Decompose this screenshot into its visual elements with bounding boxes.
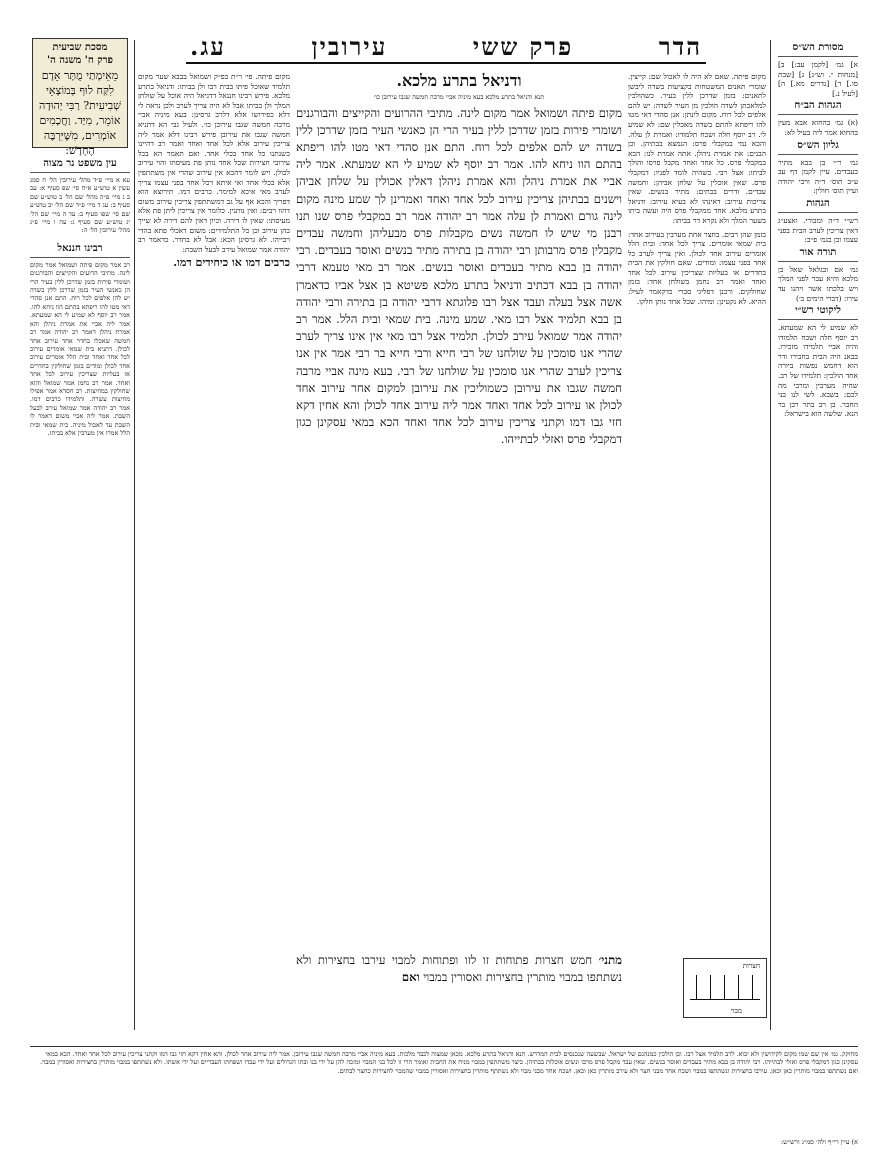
mesechet-ref: פרק ח' משנה ה' (47, 55, 113, 66)
hagahot-text: (א) גמ׳ בהחוא אבא מעין בהחוא אמר ליה בעיל לא: (778, 118, 858, 137)
footer-text: מחוקק. גמ׳ אין שם שמו מקום לקידושין ולא יבוא. לרב תלמיד אצל רבו. וכן הולכין כמנהגם של ישראל. שבשעה שנכנסים לבית המדרש. תנא ודניאל בתרע מלכא. מכאן שמצוה לכבד מלכות. בעא מיניה אביי מרבה חמשה שגבו עירובן. אמר ליה עירוב אחד לכולן. והא אחין דקא חזי גבו דמו וקתני צריכין עירוב לכל אחד ואחד. הכא במאי עסקינן כגון דמקבלי פרס ואזלי לבתייהו. רבי יהודה בן בבא מתיר בעבדים ואוסר בנשים. שאין עבד מקבל פרס מרבו ונשים אוכלות בבתיהן. כיצד משתתפין במבוי מניח את החבית ואומר הרי זו לכל בני המבוי ומזכה להן על ידי בנו ובתו הגדולים ועל ידי עבדו ושפחתו העבריים ועל ידי אשתו. ולא נשתתפו במבוי מותרין בחצירות ואסורין במבוי. ואם נשתתפו במבוי מותרין כאן וכאן. עירבו בחצירות ונשתתפו במבוי ושכח אחד מבני חצר ולא עירב מותרין כאן וכאן. ושכח אחד מבני מבוי ולא נשתתף מותרין בחצירות ואסורין במבוי שהמבוי לחצירות כחצר לבתים. (39, 1050, 858, 1075)
ein-mishpat-text: עא א מיי׳ פ״ד מהל׳ עירובין הל׳ ח סמג עשין א טוש״ע א״ח סי׳ שפ סעיף א: עב ב ג מיי׳ פ״ה מהל׳ שם הל׳ ב טוש״ע שם סעיף ב: עג ד מיי׳ פ״ד שם הל׳ יב טוש״ע שם סי׳ שפו סעיף ב: עד ה מיי׳ שם הל׳ יג טוש״ע שם סעיף ג: עה ו מיי׳ פ״ג מהל׳ עירובין הל׳ ה: (30, 176, 130, 235)
rashi-column (628, 72, 766, 1032)
rashi-continuation: בזמן שהן רבים. בחצר אחת מערבין בעירוב אחד: בית שמאי אומרים. צריך לכל אחד: ובית הלל אומרים עירוב אחד לכולן. ואין צריך לערב כל אחד בפני עצמו: ומודים. שאם חולקין את הבית בחדרים או בעליות שצריכין עירוב לכל אחד ואחד ואמר רב נחמן בשולחן אחד: בזמן שחולקים. ורבנן דפליגי סברי כדקאמר לעיל: ההיא. לא נקטינן: ומיהו. שכל אחד נותן חלקו. (628, 229, 766, 306)
likutei-rashi-text: לא שמיע לי הא שמעתא. רב יוסף חלה ושכח תלמודו והיה אביי תלמידו מזכירו. בבאנ היה הבית בחבירו ודר הוא דחמש נפשות ביורה אחד הולכין: תלמידו של רב. שהיה מערבין ומרבי מה לכם: בשבא. לשי לנו בני החבר. בן רב בתר רבן בר הנא. שלשה הוא בישראל: (778, 323, 858, 419)
torah-or-text: גמ׳ אם ובגלאל שאל בן מלכא והיא עבר לפני המלך ויש בלכתו אשר ויהנו עד עירו: (דברי הימים ב׳) (778, 264, 858, 303)
hagahot2-text: רש״י ד״ה ומבורי. ואצע״ג דאין צריכין לערב הבית בפני עצמו וכן בגמ׳ פ״ב: (778, 215, 858, 245)
diagram-alley-line (690, 999, 760, 1000)
tosafot-column (138, 72, 290, 1032)
mesechet-text: מֵאֵימָתַי מֻתָּר אָדָם לִקַּח לוּף בְּמוֹצָאֵי שְׁבִיעִית? רַבִּי יְהוּדָה אוֹמֵר, מִיַּד. וַחֲכָמִים אוֹמְרִים, מִשֶּׁיִּרְבֶּה הֶחָדָשׁ: (39, 69, 121, 157)
ein-mishpat-title: עין משפט נר מצוה (30, 158, 130, 173)
hagahot-title: הגהות הב״ח (778, 100, 858, 115)
rashi-text: מקום פיתה. שאם לא היה לו לאכול שם: קייצין. שומרי תאנים המשטחות בקציעות בשדה ליבשן לתאנים: בזמן שדרכן ללין בעיר. כשהולכין למלאכתן לשדה הולכין מן העיר לשדה: יש להם אלפים לכל רוח. מקום לינתן: אנן סהדי דאי מטו להו ריפתא להתם בשדה מאכלין שם: לא שמיע לי. רב יוסף חלה ושכח תלמודו: ואמרת לן עלה. והכא נמי במקבלי פרס: הנמצא בבתיהן. וכן הבנים: את אמרת ניהלן. אתה אמרת לנו: הכא במקבלי פרס. כל אחד ואחד מקבל פרסו והולך לביתו: אצל רבי. כשהיה לומד לפניו: דמקבלי פרס. שאין אוכלין על שלחן אביהן: וחמשה עבדים. ודרים בבתים: מתיר בנשים. שאין צריכות עירוב: דאינהו לא בעיא עירוב: ודניאל בתרע מלכא. אחד ממקבלי פרס היה ועשה ביתו בשער המלך ולא נקרא דר בביתו: (628, 72, 766, 225)
diagram-label-courtyards: חצרות (742, 962, 760, 970)
header-tractate: עירובין (311, 32, 388, 61)
mishnah-tail: ואם (401, 970, 420, 985)
mesoret-text: א] גמ׳ [לקמן עב:] ב] [מנחות י. וש״נ] ג] [שבת סו.] ד] [נדרים מא.] ה] [לעיל נ.] (778, 60, 858, 98)
footer-commentary (30, 1046, 858, 1136)
gemara-opening-note: תנא ודניאל בתרע מלכא בעא מיניה אביי מרבה חמשה שגבו עירובן כו׳ (373, 93, 545, 102)
running-header (186, 34, 706, 64)
right-margin (778, 40, 858, 1040)
tosafot-dh: כרבים דמו או כיחידים דמו. (173, 256, 290, 270)
courtyards-diagram (683, 958, 767, 1018)
left-margin (30, 156, 130, 1036)
rabbeinu-chananel-title: רבינו חננאל (30, 243, 130, 258)
mishnah-text: חמש חצרות פתוחות זו לזו ופתוחות למבוי עירבו בחצירות ולא נשתתפו במבוי מותרין בחצירות ואסורין במבוי (296, 953, 622, 985)
mishnah-label: מתני׳ (598, 953, 622, 967)
right-margin-divider (770, 40, 771, 1030)
mishnah-block (296, 952, 622, 1022)
footnote: א) עיין רי״ף ולה׳ סמ״ג ורש״ש: (780, 1138, 858, 1146)
gilyon-text: גמ׳ ר״י בן בבא מתיר בעבדים. עיין לקמן דף עב ע״ב תוס׳ ד״ה ורבי יהודה ועיין תוס׳ חולין: (778, 157, 858, 196)
header-folio: עג. (190, 32, 226, 61)
mesechet-box (32, 38, 128, 157)
left-margin-divider (134, 40, 135, 1030)
torah-or-title: תורה אור (778, 247, 858, 262)
header-hadar: הדר (658, 32, 702, 61)
rabbeinu-chananel-text: רב אמר מקום פיתה ושמואל אמר מקום לינה. מתיבי הרועים והקייצים והבורגנים ושומרי פירות בזמן שדרכן ללין בעיר הרי הן כאנשי העיר בזמן שדרכן ללין בשדה יש להן אלפים לכל רוח. התם אנן סהדי דאי מטו להו ריפתא בהתם הוו ניחא להו. אמר רב יוסף לא שמיע לי הא שמעתא. אמר ליה אביי את אמרת ניהלן והא אמרת ניהלן דאמר רב יהודה אמר רב חמשה שאכלו בחדר אחד עירוב אחד לכולן. דתניא בית שמאי אומרים עירוב לכל אחד ואחד ובית הלל אומרים עירוב אחד לכולן ומודים בזמן שחולקין בחדרים או בעליות שצריכין עירוב לכל אחד ואחד. אמר רב נחמן אמר שמואל והוא שחולקין במחיצות. רב חסדא אמר אפילו מחיצות עשרה. ותלמידו כרבים דמו. אמר רב יהודה אמר שמואל עירב לבעל השבת. אמר ליה אביי משום דאמר לו השבת עד לאכול מיניה. בית שמאי ובית הלל אמרו אין מערבין אלא בביתו. (30, 260, 130, 437)
hagahot2-title: הגהות (778, 198, 858, 213)
likutei-rashi-title: ליקוטי רש״י (778, 305, 858, 320)
gilyon-title: גליון הש״ס (778, 140, 858, 155)
tosafot-text: מקום פיתה. פי׳ ר״ת בפ״ק ושמואל בבבא שער מקום תלמיד שאוכל פיתו בבית רבו ולן בביתו: ודניאל בתרע מלכא. פירש רבינו חננאל דדניאל היה אוכל על שולחן המלך ולן בביתו אבל לא היה צריך לערב ולכן נראה לי דלא כפירושו אלא דלרב גרסינן: בעא מיניה אביי מרבה חמשה שגבו עירובן כו׳. ולעיל גבי הא דתניא חמשה שגבו את עירובן פירש רבינו דלא אמר ליה צריכין עירוב אלא לכל אחד ואחד ואמר רב דהיינו כשנתנו כל אחד בכלי אחד. ואם תאמר הא בכל עירובי חצירות שכל אחד נותן פת מעיסתו והוי עירוב לכולן. ויש לומר דהכא אין עירוב שהרי אין משתתפין אלא בכלי אחד ואי איתא דכל אחד בפני עצמו צריך לערב מאי איכא למימר. כרבים דמו. תירוצא הוא דפריך והכא אף על גב דמשתתפין צריכין עירוב משום דהוו רבים: ואין נותנין. כלומר אין צריכין ליתן פת אלא מעיסתו: שאין לו דירה. וכיון דאין להם דירה לא שייך בהן עירוב וכן כל התלמידים: משום דאכלי פתא בהדי רבייהו. לא גרסינן הכא: אבל לא בחדר. כדאמר רב יהודה אמר שמואל עירב לבעל השבת: (138, 72, 290, 254)
header-chapter: פרק ששי (472, 32, 574, 61)
diagram-label-alley: מבוי (730, 1007, 742, 1015)
mesoret-title: מסורת הש״ס (778, 42, 858, 57)
mesechet-title: מסכת שביעית (52, 42, 108, 53)
gemara-opening: ודניאל בתרע מלכא. (396, 72, 522, 90)
gemara-text: מקום פיתה ושמואל אמר מקום לינה. מתיבי ההרועים והקייצים והבורגנים ושומרי פירות בזמן שדרכן ללין בעיר הרי הן כאנשי העיר בזמן שדרכן ללין בשדה יש להם אלפים לכל רוח. התם אנן סהדי דאי מטו להו ריפתא בהתם הוו ניחא להו. אמר רב יוסף לא שמיע לי הא שמעתא. אמר ליה אביי את אמרת ניהלן והא אמרת ניהלן דאלין אכולין על שלחן אביהן וישנים בבתיהן צריכין עירוב לכל אחד ואחד ואמרינן לך שמע מינה מקום לינה גורם ואמרת לן עלה אמר רב יהודה אמר רב במקבלי פרס שנו תנו רבנן מי שיש לו חמשה נשים מקבלות פרס מבעליהן וחמשה עבדים מקבלין פרס מרבותן רבי יהודה בן בתירה מתיר בנשים ואוסר בעבדים. רבי יהודה בן בבא מתיר בעבדים ואוסר בנשים. אמר רב מאי טעמא דרבי יהודה בן בבא דכתיב ודניאל בתרע מלכא פשיטא בן אצל אביו כדאמרן אשה אצל בעלה ועבד אצל רבו פלוגתא דרבי יהודה בן בתירה ורבי יהודה בן בבא תלמיד אצל רבו מאי. שמע מינה. בית שמאי ובית הלל. אמר רב יהודה אמר שמואל עירב לכולן. תלמיד אצל רבו מאי אין אינו צריך לערב שהרי אנו סומכין על שולחנו של רבי חייא ורבי חייא בר רבי אמר אין אנו צריכין לערב שהרי אנו סומכין על שולחנו של רבי. בעא מינה אביי מרבה חמשה שגבו את עירובן כשמוליכין את עירובן למקום אחר עירוב אחד לכולן או עירוב לכל אחד ואחד אמר ליה עירוב אחד לכולן והא אחין דקא חזי גבו דמו וקתני צריכין עירוב לכל אחד ואחד הכא במאי עסקינן כגון דמקבלי פרס ואזלי לבתייהו. (296, 105, 622, 447)
gemara-column (296, 72, 622, 952)
